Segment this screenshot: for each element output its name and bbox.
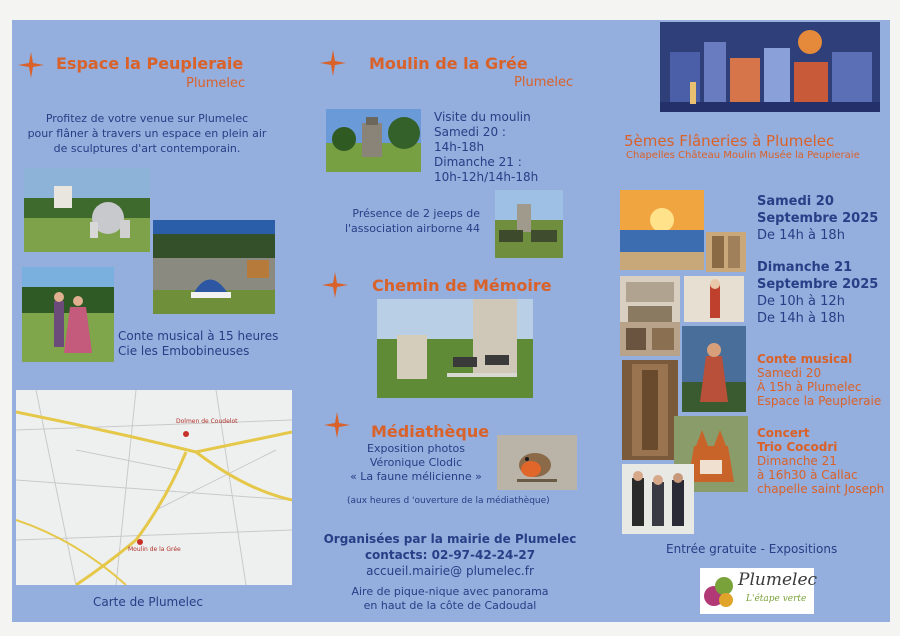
saturday-schedule (757, 193, 878, 244)
media-info (326, 442, 506, 484)
concert-title: Concert (757, 426, 810, 440)
memoire-photo (377, 299, 533, 398)
event-subtitle: Chapelles Château Moulin Musée la Peupleraie (626, 150, 860, 161)
jeeps-line: l'association airborne 44 (344, 222, 480, 235)
media-title: Médiathèque (371, 422, 490, 441)
conte-line: Samedi 20 (757, 366, 822, 380)
plumelec-logo (700, 568, 818, 614)
conte-title: Conte musical (757, 352, 853, 366)
visit-line: 10h-12h/14h-18h (434, 170, 539, 184)
moulin-photo (326, 109, 421, 172)
chapel-interior-photo (620, 276, 680, 326)
sat-line: De 14h à 18h (757, 228, 845, 243)
jeeps-photo (495, 190, 563, 258)
visit-line: Samedi 20 : (434, 125, 506, 139)
compass-star-icon (18, 52, 44, 78)
concert-line: chapelle saint Joseph (757, 482, 885, 496)
compass-star-icon (320, 50, 346, 76)
concert-line: Dimanche 21 (757, 454, 837, 468)
performers-photo (22, 267, 114, 362)
organisers-line: Organisées par la mairie de Plumelec (323, 532, 577, 546)
sun-line: De 10h à 12h (757, 294, 845, 309)
contact-email: accueil.mairie@ plumelec.fr (366, 564, 534, 578)
sat-line: Septembre 2025 (757, 211, 879, 226)
media-line: Exposition photos (367, 442, 465, 455)
jeeps-info (330, 206, 480, 236)
sat-line: Samedi 20 (757, 194, 834, 209)
painting-sunset-photo (620, 190, 704, 270)
conte-line: Espace la Peupleraie (757, 394, 882, 408)
picnic-line: Aire de pique-nique avec panorama (351, 585, 549, 598)
conte-schedule (757, 352, 881, 408)
wood-carving-photo (622, 360, 678, 460)
visit-line: 14h-18h (434, 140, 485, 154)
media-line: Véronique Clodic (369, 456, 463, 469)
intro-line: de sculptures d'art contemporain. (53, 142, 241, 155)
town-illustration (660, 22, 880, 112)
media-hours: (aux heures d 'ouverture de la médiathèque) (347, 496, 550, 506)
map-label-moulin: Moulin de la Grée (128, 546, 181, 553)
peupleraie-title: Espace la Peupleraie (56, 54, 244, 73)
event-title: 5èmes Flâneries à Plumelec (624, 132, 835, 150)
jeeps-line: Présence de 2 jeeps de (352, 207, 480, 220)
compass-star-icon (324, 412, 350, 438)
robin-photo (497, 435, 577, 490)
conte-line: Cie les Embobineuses (118, 344, 250, 358)
sculpture-photo (24, 168, 150, 252)
peupleraie-intro (18, 111, 276, 156)
sunday-schedule (757, 259, 878, 327)
logo-tagline: L'étape verte (746, 594, 807, 604)
moulin-visit-info (434, 110, 538, 185)
logo-mark-icon (702, 572, 736, 610)
memoire-title: Chemin de Mémoire (372, 276, 552, 295)
exhibit-photo (620, 322, 680, 356)
organisers-info (300, 531, 600, 579)
peupleraie-subtitle: Plumelec (186, 76, 246, 91)
saint-statue-photo (682, 326, 746, 412)
picnic-line: en haut de la côte de Cadoudal (363, 599, 537, 612)
concert-schedule (757, 426, 884, 496)
conte-line: À 15h à Plumelec (757, 380, 862, 394)
carving-photo (706, 232, 746, 272)
visit-line: Visite du moulin (434, 110, 531, 124)
entry-info: Entrée gratuite - Expositions (666, 542, 838, 556)
town-map (16, 390, 292, 585)
compass-star-icon (322, 272, 348, 298)
moulin-subtitle: Plumelec (514, 75, 574, 90)
sculpture-photo (153, 220, 275, 314)
map-label-dolmen: Dolmen de Coudelot (176, 418, 238, 425)
map-caption: Carte de Plumelec (93, 595, 203, 609)
conte-info (118, 329, 278, 359)
statue-photo (684, 276, 744, 322)
sun-line: Dimanche 21 (757, 260, 853, 275)
sun-line: De 14h à 18h (757, 311, 845, 326)
intro-line: pour flâner à travers un espace en plein air (27, 127, 267, 140)
visit-line: Dimanche 21 : (434, 155, 522, 169)
picnic-info (300, 585, 600, 613)
media-line: « La faune mélicienne » (350, 470, 482, 483)
band-photo (622, 464, 694, 534)
conte-line: Conte musical à 15 heures (118, 329, 279, 343)
contact-phone: contacts: 02-97-42-24-27 (364, 548, 536, 562)
sun-line: Septembre 2025 (757, 277, 879, 292)
concert-line: à 16h30 à Callac (757, 468, 858, 482)
logo-name: Plumelec (738, 570, 818, 590)
moulin-title: Moulin de la Grée (369, 54, 528, 73)
intro-line: Profitez de votre venue sur Plumelec (45, 112, 249, 125)
concert-title: Trio Cocodri (757, 440, 838, 454)
